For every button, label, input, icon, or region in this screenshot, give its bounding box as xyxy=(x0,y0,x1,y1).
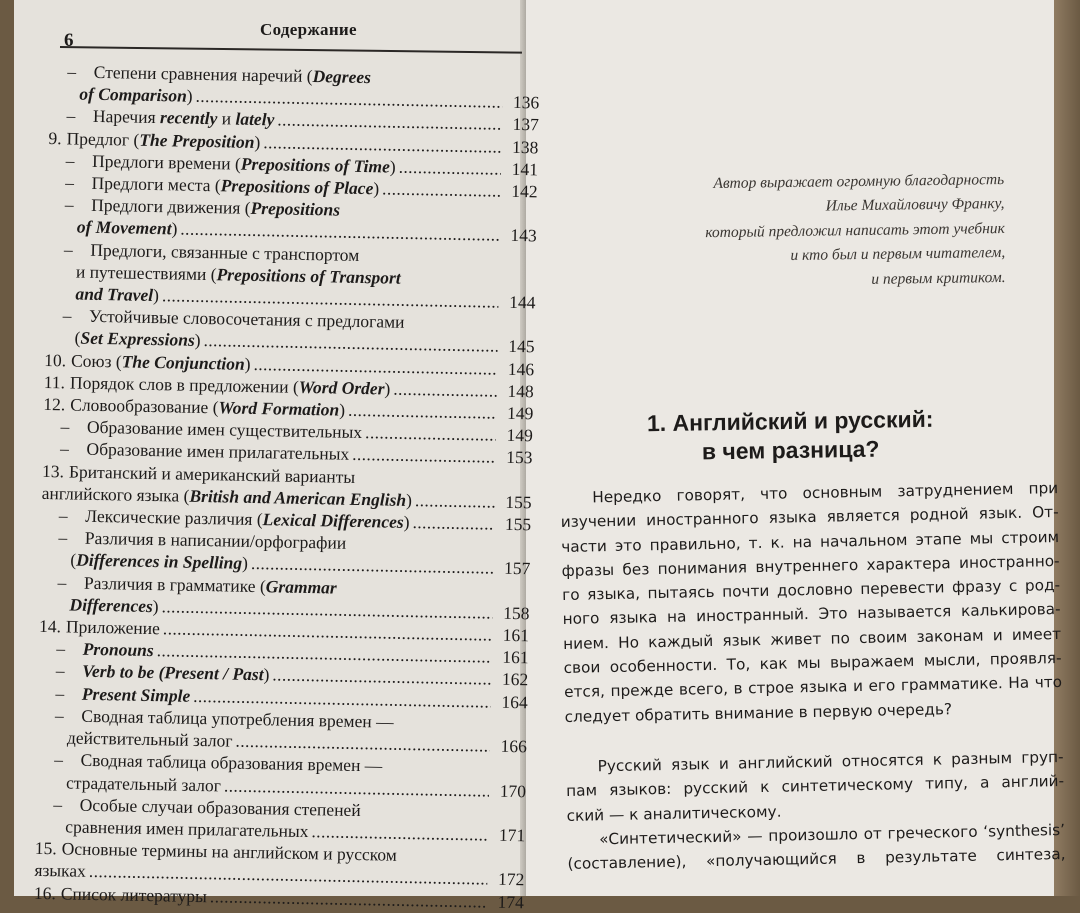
toc-text-part: языках xyxy=(34,860,87,882)
table-of-contents xyxy=(34,60,540,913)
dedication-line: и кто был и первым читателем, xyxy=(790,244,1006,265)
toc-text-part: ) xyxy=(194,330,201,351)
toc-entry xyxy=(45,238,536,314)
toc-dash: – xyxy=(58,505,68,526)
toc-page-number: 138 xyxy=(511,136,539,157)
toc-dash: – xyxy=(67,61,77,82)
toc-text-part: ) xyxy=(241,553,249,574)
toc-english-term: Prepositions of Place xyxy=(220,175,374,199)
toc-page-number: 162 xyxy=(501,669,529,690)
toc-leader-dots xyxy=(412,511,494,535)
toc-english-term: Lexical Differences xyxy=(262,509,404,532)
toc-text xyxy=(79,83,193,107)
toc-text-part: Предлоги времени ( xyxy=(91,150,242,174)
toc-page-number: 155 xyxy=(504,513,532,535)
toc-text-part: ) xyxy=(405,489,413,510)
toc-text-part: Сводная таблица употребления времен — xyxy=(81,705,394,732)
toc-page-number: 149 xyxy=(506,425,534,446)
body-paragraph xyxy=(567,818,1066,877)
toc-number: 12. xyxy=(43,393,66,415)
toc-dash: – xyxy=(55,660,65,681)
toc-text-part: ) xyxy=(254,131,261,152)
toc-leader-dots xyxy=(415,489,495,513)
body-line: пам языков: русский к синтетическому типу, а англий- xyxy=(565,772,1065,801)
toc-text xyxy=(61,882,207,907)
toc-text xyxy=(74,327,200,352)
toc-text-part: страдательный залог xyxy=(65,771,222,795)
toc-text-part: Различия в грамматике ( xyxy=(83,572,266,596)
toc-page-number: 143 xyxy=(510,225,537,246)
toc-text-part: ) xyxy=(186,85,193,106)
toc-text-part: Степени сравнения наречий ( xyxy=(93,61,313,87)
toc-english-term: Prepositions xyxy=(250,198,341,220)
toc-dash: – xyxy=(60,416,70,437)
toc-dash xyxy=(47,232,77,233)
toc-dash: – xyxy=(59,438,70,459)
toc-dash: – xyxy=(66,105,76,126)
toc-text-part: Сводная таблица образования времен — xyxy=(80,750,383,776)
toc-page-number: 164 xyxy=(501,691,528,712)
toc-english-term: Word Order xyxy=(298,376,385,399)
toc-page-number: 158 xyxy=(503,602,530,624)
toc-english-term: Grammar xyxy=(265,575,337,598)
toc-text-part: ) xyxy=(152,595,159,617)
page-number: 6 xyxy=(64,30,74,51)
body-line: ного языка на иностранный. Это называется калькирова- xyxy=(562,600,1061,629)
toc-dash: – xyxy=(54,749,64,770)
toc-dash: – xyxy=(58,527,68,548)
toc-page-number: 166 xyxy=(500,735,528,757)
toc-page-number: 161 xyxy=(502,647,529,668)
dedication-line: Илье Михайловичу Франку, xyxy=(825,195,1005,215)
toc-text-part: Предлоги движения ( xyxy=(91,195,251,219)
toc-text-part: Предлог ( xyxy=(66,127,140,150)
toc-text-part: Наречия xyxy=(92,106,161,128)
toc-english-term: recently xyxy=(159,107,218,129)
toc-dash: – xyxy=(53,793,63,815)
chapter-title xyxy=(600,404,981,468)
running-head-title: Содержание xyxy=(260,20,357,39)
toc-page-number: 172 xyxy=(497,869,525,890)
toc-dash xyxy=(45,299,75,300)
dedication-line: который предложил написать этот учебник xyxy=(705,219,1005,241)
toc-text-part: Образование имен прилагательных xyxy=(86,439,350,465)
toc-text-part: ) xyxy=(263,664,270,685)
body-line: нием. Но каждый язык живет по своим законам и имеет xyxy=(562,624,1062,653)
toc-number: 13. xyxy=(41,460,65,481)
toc-text-part: Предлоги, связанные с транспортом xyxy=(90,239,360,265)
toc-leader-dots xyxy=(393,377,497,401)
toc-text-part: ) xyxy=(373,178,380,199)
toc-text-part: Приложение xyxy=(65,616,161,639)
toc-english-term: Pronouns xyxy=(82,639,154,661)
body-line: части это правильно, т. к. на начальном этапе мы строим xyxy=(561,527,1060,556)
toc-english-term: Verb to be (Present / Past xyxy=(82,661,264,685)
toc-text-part: Различия в написании/орфографии xyxy=(84,528,347,554)
toc-text xyxy=(69,593,159,617)
toc-english-term: The Conjunction xyxy=(121,351,245,374)
toc-text-part: Список литературы xyxy=(60,882,208,906)
toc-dash xyxy=(37,743,67,744)
body-line: свои особенности. То, как мы выражаем мысли, проявля- xyxy=(563,649,1062,678)
body-line: следует обратить внимание в первую очередь? xyxy=(564,699,953,726)
toc-english-term: Prepositions of Time xyxy=(240,153,391,177)
toc-text-part: английского языка ( xyxy=(41,482,190,506)
toc-text-part: ) xyxy=(403,511,410,533)
toc-page-number: 149 xyxy=(506,402,534,424)
toc-page-number: 145 xyxy=(508,336,535,357)
running-head xyxy=(60,20,530,50)
body-line: ется, прежде всего, в строе языка и его грамматике. На что xyxy=(563,673,1063,702)
body-line: изучении иностранного языка является родной язык. От- xyxy=(560,503,1059,532)
toc-dash xyxy=(35,832,65,833)
toc-text-part: Порядок слов в предложении ( xyxy=(69,372,299,397)
toc-dash: – xyxy=(55,682,65,704)
toc-text xyxy=(66,771,221,796)
toc-english-term: Set Expressions xyxy=(80,328,195,351)
toc-text-part: Словообразование ( xyxy=(70,394,219,418)
chapter-title-line: в чем разница? xyxy=(701,435,880,465)
toc-number: 16. xyxy=(33,882,57,903)
toc-dash xyxy=(49,99,79,100)
toc-dash xyxy=(46,277,76,278)
toc-leader-dots xyxy=(365,421,496,446)
dedication-line: и первым критиком. xyxy=(871,268,1006,288)
toc-dash: – xyxy=(57,571,67,593)
toc-english-term: Present Simple xyxy=(81,683,191,706)
toc-page-number: 148 xyxy=(507,380,534,402)
toc-dash: – xyxy=(56,638,66,659)
toc-english-term: Differences in Spelling xyxy=(76,550,243,574)
toc-number: 9. xyxy=(48,127,62,148)
toc-text-part: ) xyxy=(152,285,160,306)
toc-text xyxy=(34,859,86,882)
toc-dash: – xyxy=(62,305,72,326)
toc-english-term: lately xyxy=(235,108,275,130)
toc-number: 15. xyxy=(34,837,57,859)
toc-text-part: Особые случаи образования степеней xyxy=(79,794,361,820)
toc-dash xyxy=(40,565,70,566)
toc-text-part: и путешествиями ( xyxy=(75,261,217,285)
toc-page-number: 144 xyxy=(508,291,536,313)
body-paragraph xyxy=(560,476,1063,729)
toc-text xyxy=(82,682,191,706)
toc-dash xyxy=(39,610,69,611)
body-paragraph xyxy=(565,745,1064,828)
toc-text-part: сравнения имен прилагательных xyxy=(65,816,309,842)
body-line: «Синтетический» — произошло от греческого ‘synthesis’ xyxy=(598,820,1066,849)
toc-text-part: Основные термины на английском и русском xyxy=(61,838,398,865)
toc-english-term: of Comparison xyxy=(79,83,187,106)
toc-leader-dots xyxy=(382,177,501,201)
toc-text-part: ) xyxy=(339,399,346,420)
body-text xyxy=(560,476,1066,876)
toc-english-term: of Movement xyxy=(76,216,172,239)
toc-leader-dots xyxy=(348,399,497,424)
toc-page-number: 153 xyxy=(506,447,533,468)
toc-page-number: 161 xyxy=(502,624,530,646)
toc-dash xyxy=(45,343,75,344)
toc-english-term: Word Formation xyxy=(218,397,340,420)
toc-text xyxy=(75,283,159,307)
toc-text xyxy=(66,615,160,639)
toc-english-term: and Travel xyxy=(75,283,154,306)
toc-text-part: Устойчивые словосочетания с предлогами xyxy=(88,306,405,333)
toc-text-part: и xyxy=(217,108,236,129)
toc-english-term: Differences xyxy=(69,594,153,616)
toc-text-part: ) xyxy=(389,156,396,177)
body-line: (составление), «получающийся в результате синтеза, xyxy=(567,845,1066,874)
toc-page-number: 136 xyxy=(512,92,540,113)
chapter-title-line: 1. Английский и русский: xyxy=(646,405,934,437)
toc-page-number: 170 xyxy=(499,780,527,801)
toc-text-part: Британский и американский варианты xyxy=(68,461,356,487)
toc-dash: – xyxy=(64,194,74,215)
toc-text xyxy=(82,638,153,662)
toc-leader-dots xyxy=(210,885,487,913)
toc-page-number: 146 xyxy=(507,358,535,379)
toc-english-term: Degrees xyxy=(312,66,372,88)
toc-leader-dots xyxy=(399,156,502,180)
toc-number: 10. xyxy=(44,349,67,371)
body-line: Русский язык и английский относятся к разным груп- xyxy=(597,747,1064,776)
dedication-line: Автор выражает огромную благодарность xyxy=(713,170,1005,193)
toc-dash: – xyxy=(65,172,75,193)
toc-page-number: 155 xyxy=(505,491,532,513)
toc-text-part: ) xyxy=(384,378,391,399)
toc-text-part: Лексические различия ( xyxy=(85,505,263,530)
body-line: фразы без понимания внутреннего характера иностранно- xyxy=(561,551,1060,580)
toc-english-term: Prepositions of Transport xyxy=(216,264,401,288)
toc-page-number: 171 xyxy=(498,824,526,846)
toc-number: 14. xyxy=(38,615,62,637)
toc-page-number: 142 xyxy=(511,180,538,202)
toc-text-part: Образование имен существительных xyxy=(86,417,363,443)
body-line: го языка, пытаясь почти дословно перевести фразу с род- xyxy=(562,576,1061,605)
toc-page-number: 157 xyxy=(503,558,531,579)
toc-text-part: ( xyxy=(74,327,81,349)
toc-text-part: Союз ( xyxy=(70,350,122,372)
toc-dash xyxy=(36,787,66,788)
toc-text-part: ( xyxy=(70,549,77,571)
toc-number: 11. xyxy=(43,371,66,393)
body-line: ский — к аналитическому. xyxy=(566,802,782,825)
toc-page-number: 137 xyxy=(512,114,540,135)
toc-dash: – xyxy=(54,705,64,726)
toc-dash: – xyxy=(63,238,73,260)
dedication xyxy=(620,168,1006,295)
toc-text-part: ) xyxy=(244,353,251,374)
toc-text-part: Предлоги места ( xyxy=(91,172,221,196)
toc-page-number: 141 xyxy=(511,158,539,180)
toc-english-term: British and American English xyxy=(189,485,407,510)
toc-text xyxy=(67,727,233,752)
toc-leader-dots xyxy=(352,443,496,468)
toc-text-part: ) xyxy=(171,218,178,239)
toc-dash: – xyxy=(65,150,75,171)
body-line: Нередко говорят, что основным затруднением при xyxy=(592,479,1059,507)
toc-text-part: действительный залог xyxy=(66,727,233,751)
toc-page-number: 174 xyxy=(497,891,525,912)
toc-english-term: The Preposition xyxy=(139,129,255,152)
toc-text xyxy=(77,216,178,240)
